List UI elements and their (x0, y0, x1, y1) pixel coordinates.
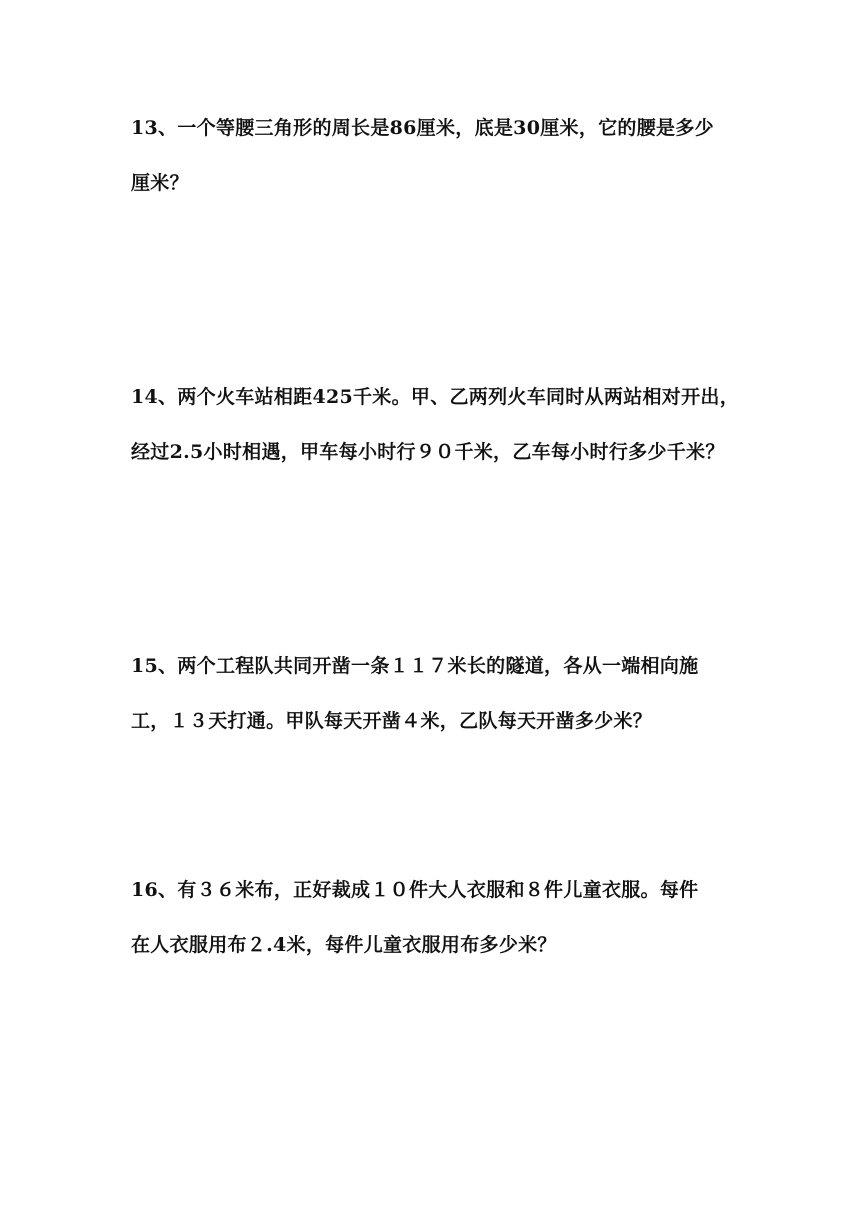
problem-14-line-2: 经过2.5小时相遇，甲车每小时行９０千米，乙车每小时行多少千米？ (131, 441, 725, 463)
problem-15-line-2: 工，１３天打通。甲队每天开凿４米，乙队每天开凿多少米？ (131, 710, 653, 732)
problem-13-line-2: 厘米？ (131, 172, 189, 194)
problem-15-line-1: 15、两个工程队共同开凿一条１１７米长的隧道，各从一端相向施 (131, 655, 699, 677)
problem-14 (131, 385, 740, 464)
problem-14-line-1: 14、两个火车站相距425千米。甲、乙两列火车同时从两站相对开出， (131, 386, 740, 408)
problem-16-line-1: 16、有３６米布，正好裁成１０件大人衣服和８件儿童衣服。每件 (131, 879, 699, 901)
problem-13-line-1: 13、一个等腰三角形的周长是86厘米，底是30厘米，它的腰是多少 (131, 117, 714, 139)
problem-16-line-2: 在人衣服用布２.4米，每件儿童衣服用布多少米？ (131, 934, 557, 956)
problem-15 (131, 654, 731, 733)
problem-13 (131, 116, 731, 195)
problem-16 (131, 878, 731, 957)
